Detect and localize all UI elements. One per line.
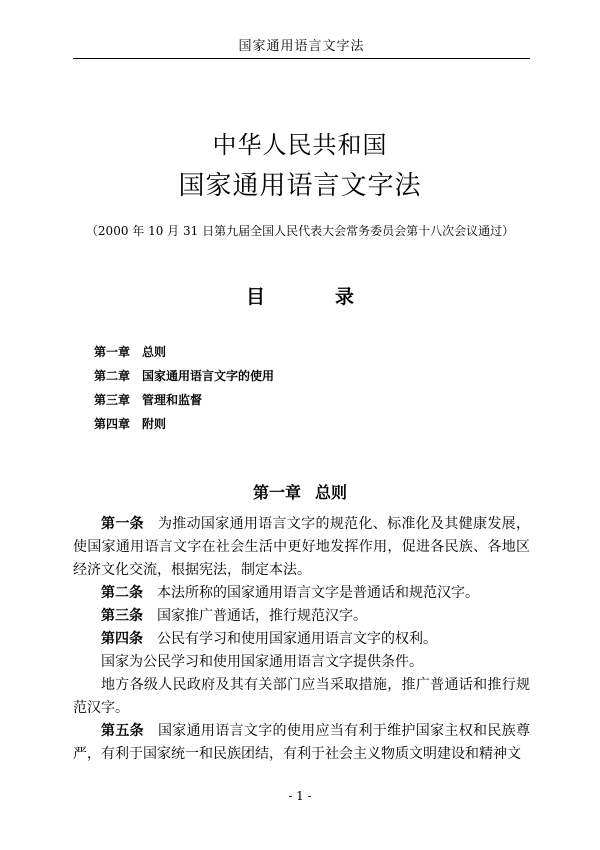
toc-item-title: 附则	[142, 417, 167, 431]
toc-item-title: 国家通用语言文字的使用	[142, 369, 275, 383]
title-country: 中华人民共和国	[212, 131, 388, 159]
article-paragraph	[73, 720, 530, 766]
chapter-title: 总则	[315, 483, 348, 502]
adoption-note: （2000 年 10 月 31 日第九届全国人民代表大会常务委员会第十八次会议通过）	[85, 224, 515, 238]
article-text: 国家推广普通话，推行规范汉字。	[157, 608, 367, 624]
article-text: 国家通用语言文字的使用应当有利于维护国家主权和民族尊严，有利于国家统一和民族团结，有利于社会主义物质文明建设和精神文	[73, 723, 531, 762]
toc-item-number: 第三章	[94, 393, 131, 407]
paragraph-text: 地方各级人民政府及其有关部门应当采取措施，推广普通话和推行规范汉字。	[73, 677, 530, 716]
page-number: - 1 -	[288, 789, 312, 803]
toc-heading	[0, 282, 600, 309]
paragraph	[73, 651, 530, 674]
toc-item-title: 管理和监督	[142, 393, 203, 407]
toc-item-number: 第一章	[94, 345, 131, 359]
toc-heading-first: 目	[245, 286, 265, 308]
article-paragraph	[73, 582, 530, 605]
title-block	[0, 128, 600, 206]
article-paragraph	[73, 628, 530, 651]
toc-item-number: 第二章	[94, 369, 131, 383]
toc-item	[94, 340, 274, 364]
article-text: 公民有学习和使用国家通用语言文字的权利。	[157, 631, 437, 647]
article-paragraph	[73, 605, 530, 628]
toc-item-number: 第四章	[94, 417, 131, 431]
toc-item	[94, 412, 274, 436]
article-paragraph	[73, 513, 530, 582]
header-rule	[73, 58, 530, 59]
toc-item	[94, 364, 274, 388]
chapter-number: 第一章	[252, 483, 301, 502]
toc-heading-second: 录	[335, 286, 355, 308]
title-law-name: 国家通用语言文字法	[178, 171, 422, 201]
toc-list	[94, 340, 274, 436]
chapter-heading	[0, 480, 600, 503]
running-header: 国家通用语言文字法	[238, 39, 365, 54]
article-number: 第五条	[101, 723, 144, 739]
article-number: 第三条	[101, 608, 143, 624]
toc-item-title: 总则	[142, 345, 167, 359]
article-text: 为推动国家通用语言文字的规范化、标准化及其健康发展，使国家通用语言文字在社会生活中更好地发挥作用，促进各民族、各地区经济文化交流，根据宪法，制定本法。	[73, 516, 531, 578]
body-text	[73, 513, 530, 766]
article-number: 第一条	[101, 516, 144, 532]
paragraph-text: 国家为公民学习和使用国家通用语言文字提供条件。	[101, 654, 423, 670]
article-text: 本法所称的国家通用语言文字是普通话和规范汉字。	[157, 585, 479, 601]
article-number: 第二条	[101, 585, 143, 601]
toc-item	[94, 388, 274, 412]
paragraph	[73, 674, 530, 720]
article-number: 第四条	[101, 631, 143, 647]
